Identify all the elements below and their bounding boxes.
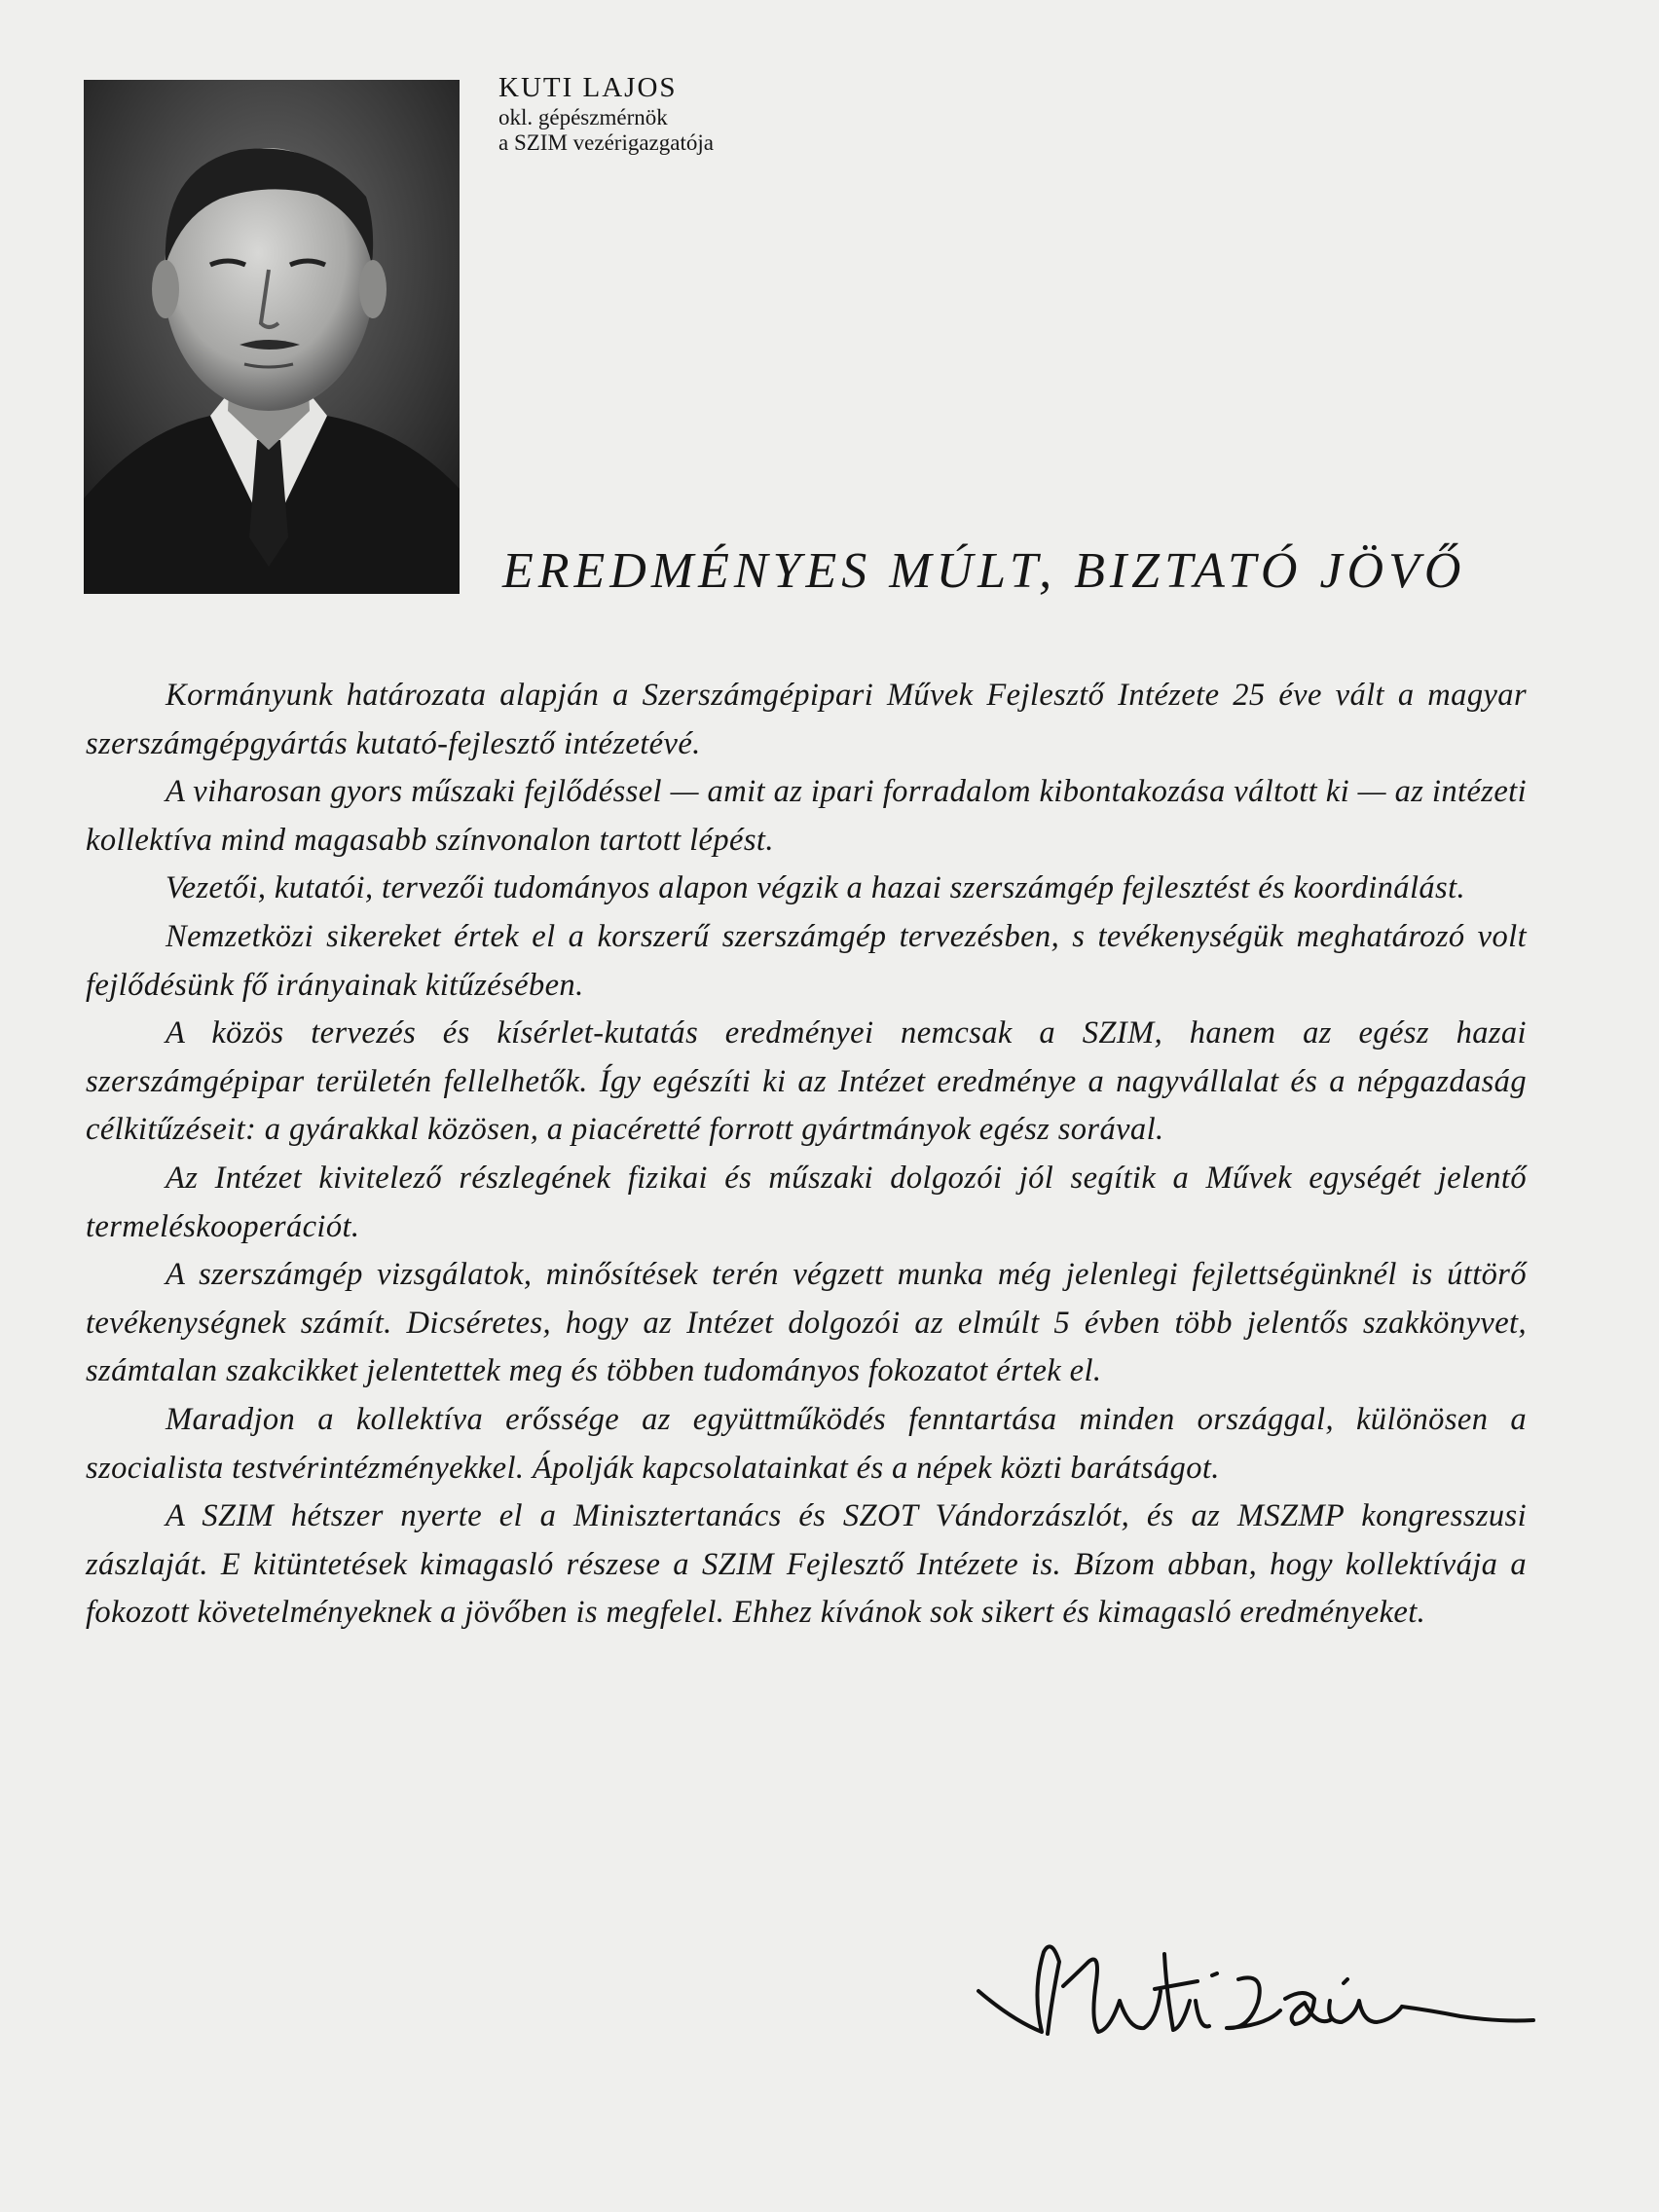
paragraph: Az Intézet kivitelező részlegének fizikai és műszaki dolgozói jól segítik a Művek egységét jelentő termeléskooperációt. — [86, 1160, 1527, 1244]
author-role-line-1: okl. gépészmérnök — [498, 105, 668, 129]
paragraph: A viharosan gyors műszaki fejlődéssel — amit az ipari forradalom kibontakozása váltott ki — az intézeti kollektíva mind magasabb színvonalon tartott lépést. — [86, 774, 1527, 858]
author-block — [498, 70, 714, 156]
author-role-line-2: a SZIM vezérigazgatója — [498, 130, 714, 155]
page-title: EREDMÉNYES MÚLT, BIZTATÓ JÖVŐ — [502, 543, 1466, 599]
signature-drawing — [974, 1933, 1538, 2049]
paragraph: A közös tervezés és kísérlet-kutatás eredményei nemcsak a SZIM, hanem az egész hazai szerszámgépipar területén fellelhetők. Így egészíti ki az Intézet eredménye a nagyvállalat és a népgazdaság célkitűzéseit: a gyárakkal közösen, a piacéretté forrott gyártmányok egész sorával. — [86, 1015, 1527, 1148]
paragraph: Nemzetközi sikereket értek el a korszerű szerszámgép tervezésben, s tevékenységük meghatározó volt fejlődésünk fő irányainak kitűzésében. — [86, 918, 1527, 1003]
author-portrait-photo — [84, 80, 460, 594]
handwritten-signature — [974, 1933, 1538, 2049]
author-name: KUTI LAJOS — [498, 72, 678, 103]
portrait-illustration — [84, 80, 460, 594]
paragraph: Kormányunk határozata alapján a Szerszámgépipari Művek Fejlesztő Intézete 25 éve vált a magyar szerszámgépgyártás kutató-fejlesztő intézetévé. — [86, 678, 1527, 761]
paragraph: A szerszámgép vizsgálatok, minősítések terén végzett munka még jelenlegi fejlettségünknél is úttörő tevékenységnek számít. Dicséretes, hogy az Intézet dolgozói az elmúlt 5 évben több jelentős szakkönyvet, számtalan szakcikket jelentettek meg és többen tudományos fokozatot értek el. — [86, 1257, 1527, 1389]
paragraph: Vezetői, kutatói, tervezői tudományos alapon végzik a hazai szerszámgép fejlesztést és koordinálást. — [166, 870, 1466, 906]
paragraph: A SZIM hétszer nyerte el a Minisztertanács és SZOT Vándorzászlót, és az MSZMP kongresszusi zászlaját. E kitüntetések kimagasló részese a SZIM Fejlesztő Intézete is. Bízom abban, hogy kollektívája a fokozott követelményeknek a jövőben is megfelel. Ehhez kívánok sok sikert és kimagasló eredményeket. — [86, 1498, 1527, 1631]
body-text — [86, 672, 1527, 1638]
paragraph: Maradjon a kollektíva erőssége az együttműködés fenntartása minden országgal, különösen a szocialista testvérintézményekkel. Ápolják kapcsolatainkat és a népek közti barátságot. — [86, 1401, 1527, 1486]
